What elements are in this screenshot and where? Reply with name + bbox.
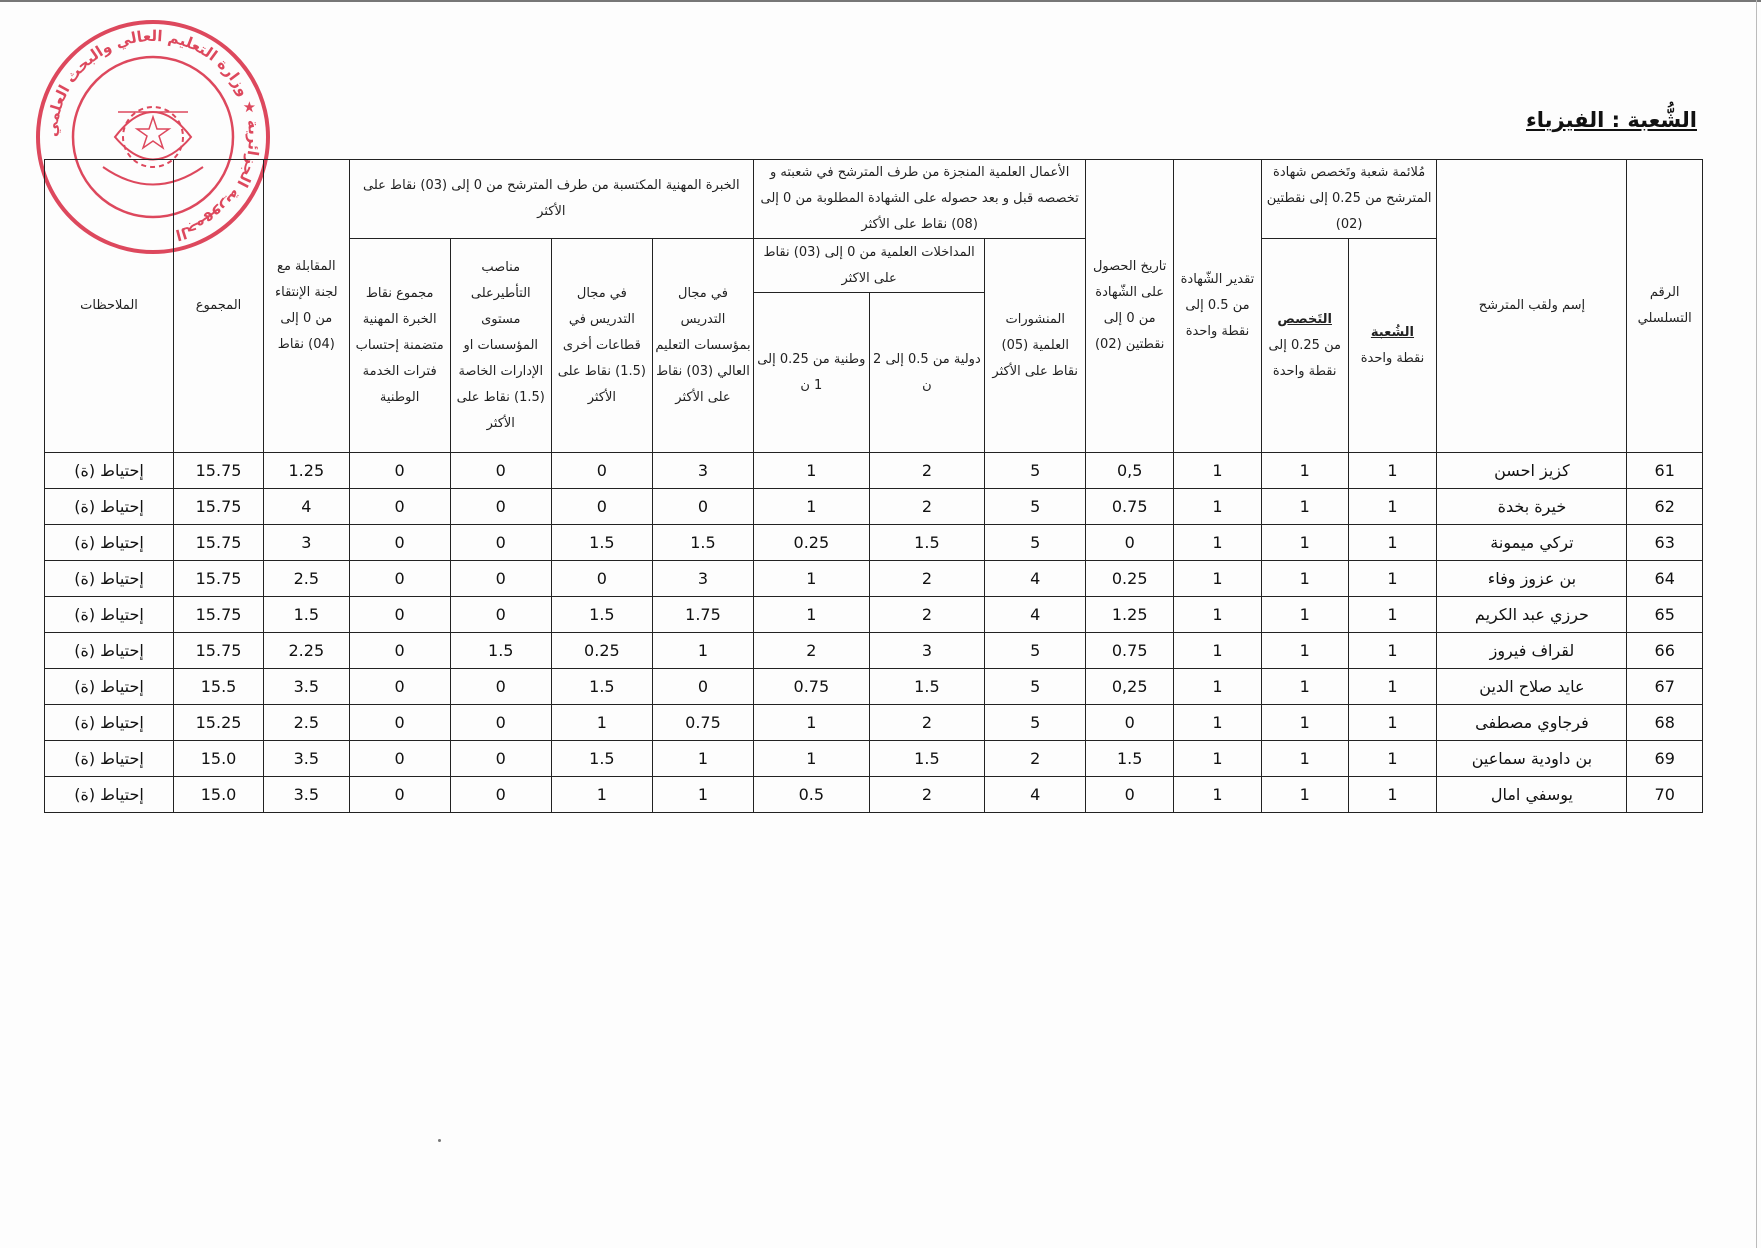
cell-national: 1 [754, 705, 870, 741]
cell-degree-date: 1.5 [1086, 741, 1174, 777]
table-row [45, 777, 1703, 813]
header-international: دولية من 0.5 إلى 2 ن [869, 293, 985, 453]
cell-teach-higher: 3 [652, 561, 753, 597]
cell-degree-date: 0 [1086, 525, 1174, 561]
cell-interview: 1.5 [264, 597, 350, 633]
cell-name: حرزي عبد الكريم [1437, 597, 1627, 633]
cell-national: 1 [754, 489, 870, 525]
header-interview: المقابلة مع لجنة الإنتقاء من 0 إلى (04) نقاط [264, 160, 350, 453]
cell-branch: 1 [1348, 633, 1437, 669]
cell-notes: إحتياط (ة) [45, 669, 174, 705]
header-publications: المنشورات العلمية (05) نقاط على الأكثر [985, 239, 1086, 453]
cell-name: بن عزوز وفاء [1437, 561, 1627, 597]
cell-teach-other: 0 [551, 453, 652, 489]
cell-name: عايد صلاح الدين [1437, 669, 1627, 705]
cell-degree-date: 0,5 [1086, 453, 1174, 489]
cell-exp-total: 0 [349, 741, 450, 777]
cell-international: 1.5 [869, 741, 985, 777]
cell-degree-eval: 1 [1174, 777, 1262, 813]
cell-supervision: 0 [450, 597, 551, 633]
cell-teach-higher: 0 [652, 669, 753, 705]
cell-name: تركي ميمونة [1437, 525, 1627, 561]
cell-teach-higher: 1.5 [652, 525, 753, 561]
table-row [45, 741, 1703, 777]
cell-supervision: 0 [450, 561, 551, 597]
cell-specialty: 1 [1261, 633, 1348, 669]
header-national: وطنية من 0.25 إلى 1 ن [754, 293, 870, 453]
cell-notes: إحتياط (ة) [45, 561, 174, 597]
cell-total: 15.75 [174, 561, 264, 597]
cell-teach-other: 1.5 [551, 525, 652, 561]
scan-edge-top [0, 0, 1761, 2]
header-supervision: مناصب التأطيرعلى مستوى المؤسسات او الإدارات الخاصة (1.5) نقاط على الأكثر [450, 239, 551, 453]
cell-supervision: 0 [450, 525, 551, 561]
scan-speck [438, 1139, 441, 1142]
header-specialty [1261, 239, 1348, 453]
cell-serial: 63 [1627, 525, 1703, 561]
header-relevance-group: مُلائمة شعبة وتَخصص شهادة المترشح من 0.25 إلى نقطتين (02) [1261, 160, 1437, 239]
table-row [45, 525, 1703, 561]
cell-total: 15.75 [174, 597, 264, 633]
cell-international: 2 [869, 453, 985, 489]
cell-publications: 5 [985, 669, 1086, 705]
candidates-table [44, 159, 1703, 813]
header-branch-sub: نقطة واحدة [1360, 350, 1425, 366]
cell-specialty: 1 [1261, 741, 1348, 777]
table-row [45, 489, 1703, 525]
cell-teach-higher: 0 [652, 489, 753, 525]
cell-total: 15.75 [174, 633, 264, 669]
cell-degree-date: 0 [1086, 705, 1174, 741]
cell-publications: 5 [985, 489, 1086, 525]
cell-supervision: 0 [450, 453, 551, 489]
cell-degree-eval: 1 [1174, 525, 1262, 561]
cell-national: 1 [754, 561, 870, 597]
cell-interview: 1.25 [264, 453, 350, 489]
cell-interview: 3 [264, 525, 350, 561]
cell-specialty: 1 [1261, 669, 1348, 705]
cell-degree-eval: 1 [1174, 633, 1262, 669]
cell-branch: 1 [1348, 741, 1437, 777]
cell-degree-date: 0.75 [1086, 633, 1174, 669]
cell-notes: إحتياط (ة) [45, 633, 174, 669]
cell-interview: 3.5 [264, 669, 350, 705]
cell-notes: إحتياط (ة) [45, 777, 174, 813]
cell-exp-total: 0 [349, 489, 450, 525]
table-row [45, 633, 1703, 669]
cell-name: يوسفي امال [1437, 777, 1627, 813]
cell-branch: 1 [1348, 777, 1437, 813]
cell-national: 0.75 [754, 669, 870, 705]
cell-national: 0.25 [754, 525, 870, 561]
cell-international: 1.5 [869, 669, 985, 705]
cell-publications: 2 [985, 741, 1086, 777]
page-title: الشُّعبة : الفيزياء [1526, 108, 1697, 132]
cell-total: 15.5 [174, 669, 264, 705]
cell-exp-total: 0 [349, 777, 450, 813]
cell-name: لقراف فيروز [1437, 633, 1627, 669]
header-degree-date: تاريخ الحصول على الشّهادة من 0 إلى نقطتين (02) [1086, 160, 1174, 453]
cell-teach-other: 1.5 [551, 597, 652, 633]
cell-publications: 5 [985, 525, 1086, 561]
cell-total: 15.25 [174, 705, 264, 741]
cell-exp-total: 0 [349, 453, 450, 489]
cell-serial: 67 [1627, 669, 1703, 705]
cell-degree-eval: 1 [1174, 489, 1262, 525]
cell-interview: 3.5 [264, 741, 350, 777]
cell-specialty: 1 [1261, 453, 1348, 489]
cell-supervision: 0 [450, 741, 551, 777]
cell-national: 1 [754, 597, 870, 633]
cell-exp-total: 0 [349, 669, 450, 705]
table-row [45, 453, 1703, 489]
cell-notes: إحتياط (ة) [45, 525, 174, 561]
header-teach-higher: في مجال التدريس بمؤسسات التعليم العالي (03) نقاط على الأكثر [652, 239, 753, 453]
cell-degree-date: 0 [1086, 777, 1174, 813]
cell-exp-total: 0 [349, 705, 450, 741]
table-body [45, 453, 1703, 813]
cell-degree-eval: 1 [1174, 705, 1262, 741]
cell-publications: 5 [985, 453, 1086, 489]
cell-supervision: 0 [450, 489, 551, 525]
cell-branch: 1 [1348, 669, 1437, 705]
cell-publications: 5 [985, 705, 1086, 741]
cell-teach-other: 1 [551, 777, 652, 813]
cell-name: فرجاوي مصطفى [1437, 705, 1627, 741]
cell-total: 15.75 [174, 525, 264, 561]
header-branch [1348, 239, 1437, 453]
header-specialty-label: التَخصص [1277, 311, 1332, 327]
cell-degree-eval: 1 [1174, 453, 1262, 489]
stamp-text: الجمهورية الجزائرية ★ وزارة التعليم العالي والبحث العلمي [42, 26, 264, 245]
cell-name: كزيز احسن [1437, 453, 1627, 489]
cell-total: 15.0 [174, 741, 264, 777]
cell-branch: 1 [1348, 705, 1437, 741]
cell-international: 2 [869, 705, 985, 741]
cell-supervision: 0 [450, 777, 551, 813]
cell-serial: 66 [1627, 633, 1703, 669]
cell-interview: 2.5 [264, 561, 350, 597]
cell-notes: إحتياط (ة) [45, 597, 174, 633]
cell-international: 1.5 [869, 525, 985, 561]
cell-international: 2 [869, 597, 985, 633]
cell-publications: 4 [985, 597, 1086, 633]
cell-branch: 1 [1348, 489, 1437, 525]
cell-branch: 1 [1348, 561, 1437, 597]
cell-teach-higher: 1.75 [652, 597, 753, 633]
cell-teach-higher: 0.75 [652, 705, 753, 741]
cell-international: 2 [869, 489, 985, 525]
cell-supervision: 0 [450, 669, 551, 705]
cell-total: 15.75 [174, 453, 264, 489]
cell-serial: 70 [1627, 777, 1703, 813]
cell-total: 15.75 [174, 489, 264, 525]
cell-specialty: 1 [1261, 561, 1348, 597]
cell-branch: 1 [1348, 525, 1437, 561]
cell-teach-other: 0.25 [551, 633, 652, 669]
cell-teach-other: 0 [551, 489, 652, 525]
cell-exp-total: 0 [349, 633, 450, 669]
cell-degree-eval: 1 [1174, 597, 1262, 633]
cell-teach-other: 1 [551, 705, 652, 741]
header-total: المجموع [174, 160, 264, 453]
header-teach-other: في مجال التدريس في قطاعات أخرى (1.5) نقاط على الأكثر [551, 239, 652, 453]
cell-degree-eval: 1 [1174, 561, 1262, 597]
header-notes: الملاحظات [45, 160, 174, 453]
cell-international: 2 [869, 561, 985, 597]
cell-exp-total: 0 [349, 597, 450, 633]
cell-exp-total: 0 [349, 525, 450, 561]
table-row [45, 669, 1703, 705]
cell-specialty: 1 [1261, 489, 1348, 525]
cell-supervision: 0 [450, 705, 551, 741]
cell-serial: 69 [1627, 741, 1703, 777]
cell-publications: 5 [985, 633, 1086, 669]
header-branch-label: الشُعبة [1370, 324, 1415, 340]
cell-name: خيرة بخدة [1437, 489, 1627, 525]
cell-national: 2 [754, 633, 870, 669]
cell-branch: 1 [1348, 597, 1437, 633]
scan-edge-right [1756, 0, 1757, 1248]
cell-degree-date: 0.25 [1086, 561, 1174, 597]
cell-notes: إحتياط (ة) [45, 705, 174, 741]
cell-specialty: 1 [1261, 705, 1348, 741]
cell-total: 15.0 [174, 777, 264, 813]
cell-teach-higher: 3 [652, 453, 753, 489]
table-row [45, 705, 1703, 741]
cell-teach-higher: 1 [652, 633, 753, 669]
table-row [45, 597, 1703, 633]
header-degree-eval: تقدير الشّهادة من 0.5 إلى نقطة واحدة [1174, 160, 1262, 453]
cell-interview: 4 [264, 489, 350, 525]
cell-serial: 68 [1627, 705, 1703, 741]
cell-publications: 4 [985, 777, 1086, 813]
cell-notes: إحتياط (ة) [45, 741, 174, 777]
cell-notes: إحتياط (ة) [45, 489, 174, 525]
cell-publications: 4 [985, 561, 1086, 597]
cell-notes: إحتياط (ة) [45, 453, 174, 489]
cell-international: 3 [869, 633, 985, 669]
header-name: إسم ولقب المترشح [1437, 160, 1627, 453]
cell-supervision: 1.5 [450, 633, 551, 669]
cell-teach-other: 1.5 [551, 669, 652, 705]
header-exp-total: مجموع نقاط الخبرة المهنية متضمنة إحتساب فترات الخدمة الوطنية [349, 239, 450, 453]
cell-degree-eval: 1 [1174, 669, 1262, 705]
cell-branch: 1 [1348, 453, 1437, 489]
cell-international: 2 [869, 777, 985, 813]
cell-degree-eval: 1 [1174, 741, 1262, 777]
cell-teach-other: 1.5 [551, 741, 652, 777]
cell-national: 1 [754, 741, 870, 777]
cell-specialty: 1 [1261, 777, 1348, 813]
cell-teach-higher: 1 [652, 777, 753, 813]
header-interventions-group: المداخلات العلمية من 0 إلى (03) نقاط على الاكثر [754, 239, 985, 293]
cell-specialty: 1 [1261, 597, 1348, 633]
cell-teach-higher: 1 [652, 741, 753, 777]
table-row [45, 561, 1703, 597]
cell-serial: 65 [1627, 597, 1703, 633]
cell-national: 0.5 [754, 777, 870, 813]
cell-specialty: 1 [1261, 525, 1348, 561]
header-specialty-sub: من 0.25 إلى نقطة واحدة [1268, 337, 1341, 379]
cell-degree-date: 0,25 [1086, 669, 1174, 705]
cell-degree-date: 0.75 [1086, 489, 1174, 525]
cell-exp-total: 0 [349, 561, 450, 597]
cell-name: بن داودية سماعين [1437, 741, 1627, 777]
cell-national: 1 [754, 453, 870, 489]
cell-serial: 61 [1627, 453, 1703, 489]
cell-degree-date: 1.25 [1086, 597, 1174, 633]
header-serial: الرقم التسلسلي [1627, 160, 1703, 453]
cell-teach-other: 0 [551, 561, 652, 597]
cell-interview: 2.25 [264, 633, 350, 669]
cell-serial: 62 [1627, 489, 1703, 525]
cell-serial: 64 [1627, 561, 1703, 597]
cell-interview: 3.5 [264, 777, 350, 813]
header-exp-group: الخبرة المهنية المكتسبة من طرف المترشح من 0 إلى (03) نقاط على الأكثر [349, 160, 753, 239]
header-sci-group: الأعمال العلمية المنجزة من طرف المترشح في شعبته و تخصصه قبل و بعد حصوله على الشهادة المطلوبة من 0 إلى (08) نقاط على الأكثر [754, 160, 1086, 239]
cell-interview: 2.5 [264, 705, 350, 741]
